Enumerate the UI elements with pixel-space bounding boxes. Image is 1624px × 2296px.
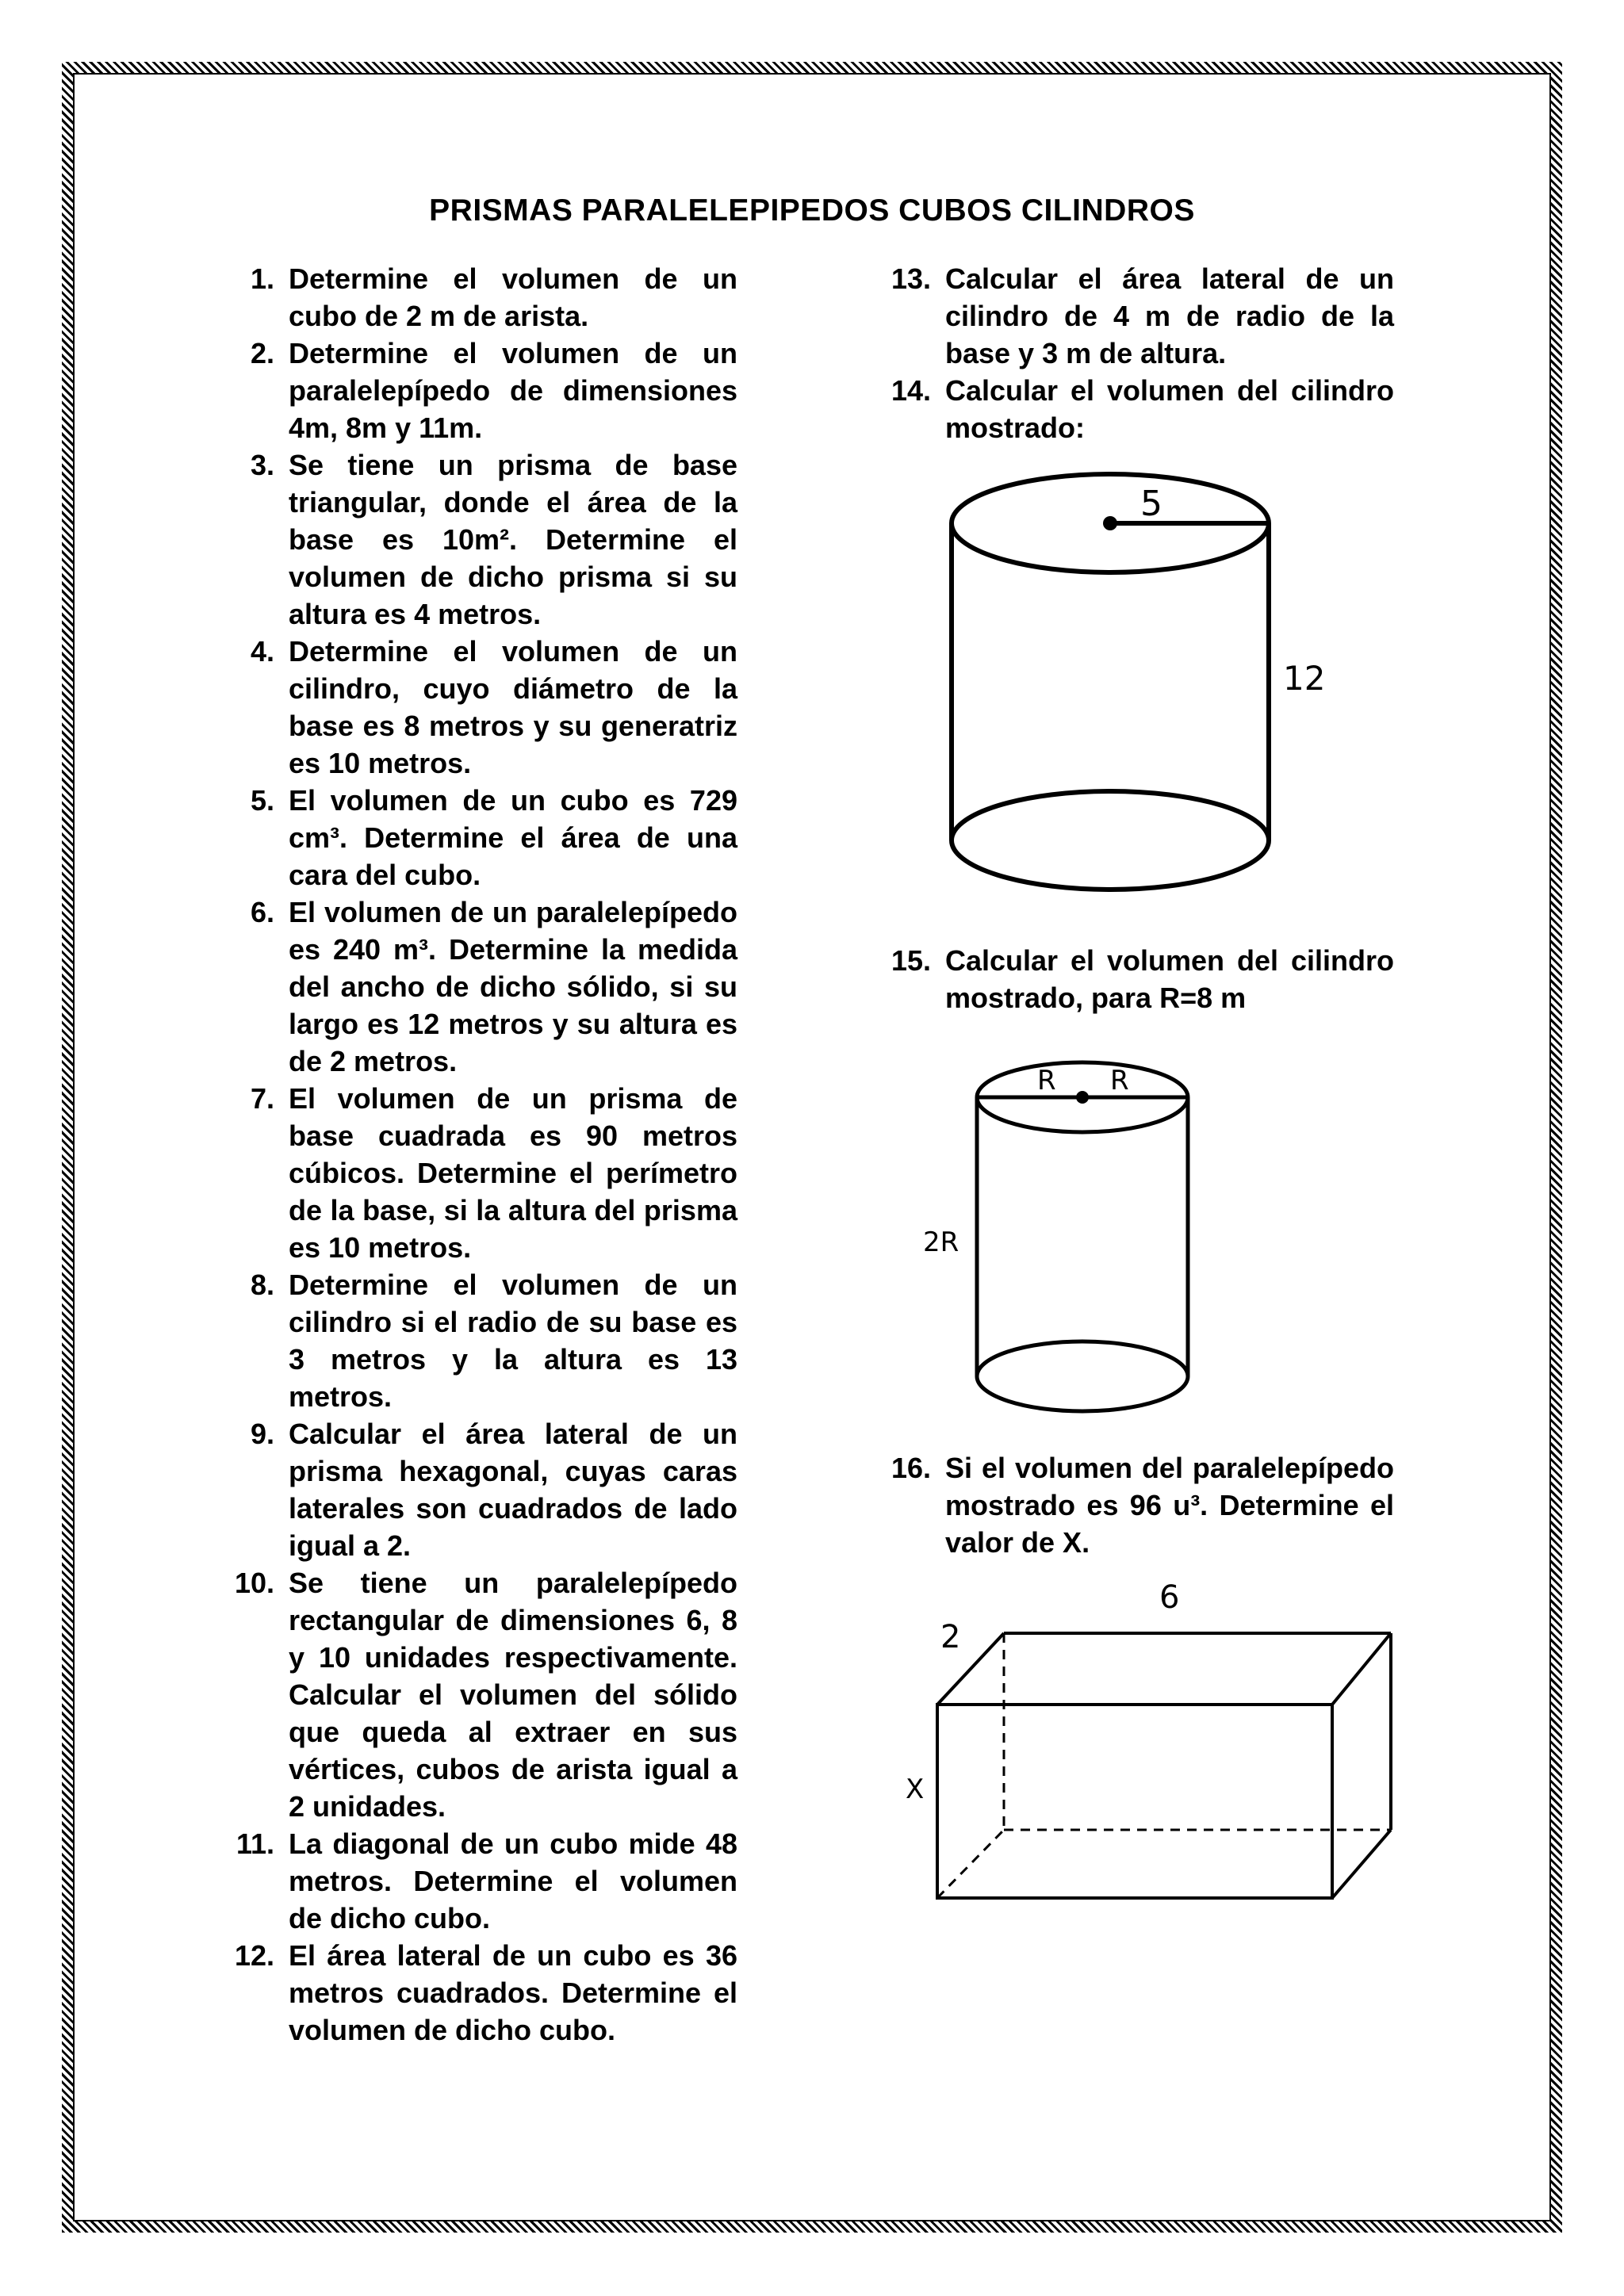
problem-number: 16. <box>891 1452 931 1484</box>
problem-number: 3. <box>250 449 274 481</box>
problem-list-left <box>224 260 737 2049</box>
problem-15 <box>880 942 1394 1016</box>
problem-15-block <box>880 942 1394 1016</box>
problem-9 <box>224 1415 737 1564</box>
problem-text: Calcular el volumen del cilindro mostrado: <box>945 374 1394 444</box>
problem-text: El volumen de un paralelepípedo es 240 m³. Determine la medida del ancho de dicho sólido, si su largo es 12 metros y su altura es de 2 metros. <box>289 896 737 1077</box>
radius-label-right: R <box>1110 1065 1129 1096</box>
problem-10 <box>224 1564 737 1825</box>
problem-3 <box>224 446 737 633</box>
problem-number: 1. <box>250 262 274 295</box>
problem-list-right <box>880 260 1394 446</box>
figure-cylinder-15 <box>912 1045 1245 1418</box>
problem-number: 12. <box>234 1939 274 1972</box>
problem-text: Determine el volumen de un paralelepípedo de dimensiones 4m, 8m y 11m. <box>289 337 737 444</box>
problem-6 <box>224 894 737 1080</box>
height-label: 2R <box>923 1226 959 1258</box>
problem-text: Calcular el área lateral de un cilindro de 4 m de radio de la base y 3 m de altura. <box>945 262 1394 369</box>
problem-text: El área lateral de un cubo es 36 metros cuadrados. Determine el volumen de dicho cubo. <box>289 1939 737 2046</box>
problem-number: 11. <box>236 1827 274 1860</box>
radius-label-left: R <box>1037 1065 1056 1096</box>
problem-text: El volumen de un prisma de base cuadrada es 90 metros cúbicos. Determine el perímetro de la base, si la altura del prisma es 10 metros. <box>289 1082 737 1264</box>
height-label: X <box>906 1774 925 1805</box>
problem-text: Determine el volumen de un cilindro si el radio de su base es 3 metros y la altura es 13 metros. <box>289 1269 737 1413</box>
height-label: 12 <box>1283 659 1326 698</box>
figure-cylinder-14 <box>936 468 1348 912</box>
problem-text: La diagonal de un cubo mide 48 metros. Determine el volumen de dicho cubo. <box>289 1827 737 1934</box>
problem-text: Si el volumen del paralelepípedo mostrado es 96 u³. Determine el valor de X. <box>945 1452 1394 1559</box>
problem-text: Determine el volumen de un cilindro, cuyo diámetro de la base es 8 metros y su generatriz es 10 metros. <box>289 635 737 779</box>
center-point <box>1076 1091 1089 1104</box>
depth-label: 2 <box>940 1619 961 1655</box>
problem-text: El volumen de un cubo es 729 cm³. Determine el área de una cara del cubo. <box>289 784 737 891</box>
problem-4 <box>224 633 737 782</box>
problem-text: Determine el volumen de un cubo de 2 m de arista. <box>289 262 737 332</box>
radius-label: 5 <box>1140 484 1162 524</box>
problem-8 <box>224 1266 737 1415</box>
problem-number: 13. <box>891 262 931 295</box>
cylinder-bottom-ellipse <box>977 1341 1188 1411</box>
problem-11 <box>224 1825 737 1937</box>
problem-16-block <box>880 1449 1394 1561</box>
problem-13 <box>880 260 1394 372</box>
problem-text: Calcular el área lateral de un prisma hexagonal, cuyas caras laterales son cuadrados de lado igual a 2. <box>289 1418 737 1562</box>
box-edge <box>1332 1633 1391 1705</box>
length-label: 6 <box>1159 1579 1180 1616</box>
problem-2 <box>224 335 737 446</box>
problem-number: 8. <box>250 1269 274 1301</box>
box-edge <box>1332 1830 1391 1898</box>
problem-number: 6. <box>250 896 274 928</box>
problem-text: Se tiene un paralelepípedo rectangular de dimensiones 6, 8 y 10 unidades respectivamente. Calcular el volumen del sólido que queda al extraer en sus vértices, cubos de arista igual a 2 unidades. <box>289 1567 737 1823</box>
problem-text: Se tiene un prisma de base triangular, donde el área de la base es 10m². Determine el volumen de dicho prisma si su altura es 4 metros. <box>289 449 737 630</box>
problem-number: 15. <box>891 944 931 977</box>
problem-number: 2. <box>250 337 274 369</box>
box-hidden-edge <box>937 1830 1004 1898</box>
problem-14 <box>880 372 1394 446</box>
center-point <box>1103 516 1117 530</box>
problem-number: 9. <box>250 1418 274 1450</box>
problem-5 <box>224 782 737 894</box>
box-front-face <box>937 1705 1332 1898</box>
figure-box-16 <box>888 1578 1411 1911</box>
problem-text: Calcular el volumen del cilindro mostrado, para R=8 m <box>945 944 1394 1014</box>
problem-number: 5. <box>250 784 274 817</box>
cylinder-bottom-ellipse <box>952 791 1269 890</box>
problem-number: 4. <box>250 635 274 668</box>
problem-12 <box>224 1937 737 2049</box>
problem-number: 10. <box>234 1567 274 1599</box>
problem-number: 14. <box>891 374 931 407</box>
problem-1 <box>224 260 737 335</box>
problem-16 <box>880 1449 1394 1561</box>
problem-7 <box>224 1080 737 1266</box>
page-title: PRISMAS PARALELEPIPEDOS CUBOS CILINDROS <box>429 193 1195 228</box>
problem-number: 7. <box>250 1082 274 1115</box>
